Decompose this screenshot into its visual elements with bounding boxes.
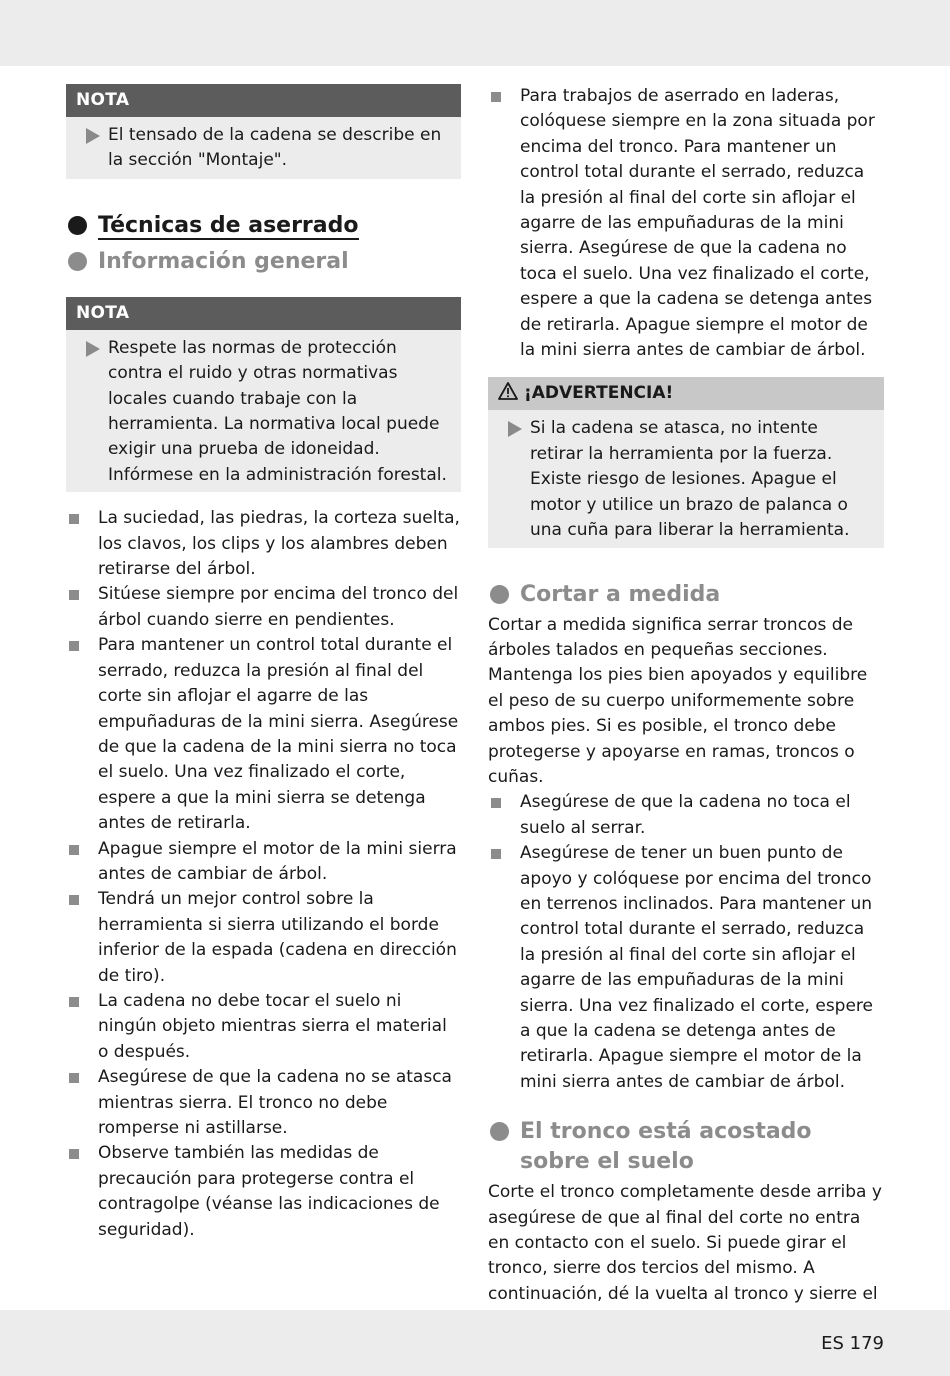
list-item <box>66 837 461 888</box>
heading-text: Técnicas de aserrado <box>98 212 359 238</box>
safety-bullet-list <box>66 506 461 1243</box>
list-item-text: Apague siempre el motor de la mini sierra antes de cambiar de árbol. <box>98 838 457 884</box>
square-bullet-icon <box>69 1149 79 1159</box>
list-item-text: La cadena no debe tocar el suelo ni ningún objeto mientras sierra el material o después. <box>98 990 447 1062</box>
square-bullet-icon <box>69 590 79 600</box>
note-item-text: El tensado de la cadena se describe en la sección "Montaje". <box>108 125 442 171</box>
square-bullet-icon <box>491 798 501 808</box>
bullet-dot-icon <box>490 585 509 604</box>
left-column <box>66 84 461 1243</box>
heading-text: Información general <box>98 248 349 274</box>
square-bullet-icon <box>69 895 79 905</box>
note-title: NOTA <box>66 84 461 117</box>
note-box-noise <box>66 297 461 492</box>
list-item-text: Tendrá un mejor control sobre la herramienta si sierra utilizando el borde inferior de la espada (cadena en dirección de tiro). <box>98 889 457 986</box>
list-item-text: Asegúrese de que la cadena no se atasca mientras sierra. El tronco no debe romperse ni astillarse. <box>98 1067 452 1138</box>
warning-box <box>488 377 884 547</box>
slope-bullet-list <box>488 84 884 363</box>
warning-header <box>488 377 884 410</box>
list-item <box>66 633 461 836</box>
list-item <box>66 989 461 1065</box>
list-item-text: Observe también las medidas de precaución para protegerse contra el contragolpe (véanse las indicaciones de seguridad). <box>98 1143 440 1240</box>
square-bullet-icon <box>491 849 501 859</box>
list-item <box>66 1141 461 1243</box>
heading-text: El tronco está acostado sobre el suelo <box>520 1119 812 1175</box>
list-item-text: La suciedad, las piedras, la corteza suelta, los clavos, los clips y los alambres deben retirarse del árbol. <box>98 508 460 580</box>
top-band <box>0 0 950 66</box>
list-item-text: Asegúrese de tener un buen punto de apoyo y colóquese por encima del tronco en terrenos inclinados. Para mantener un control total durante el serrado, reduzca la presión al final del corte sin aflojar el agarre de las empuñaduras de la mini sierra. Una vez finalizado el corte, espere a que la cadena se detenga antes de retirarla. Apague siempre el motor de la mini sierra antes de cambiar de árbol. <box>520 843 874 1092</box>
list-item-text: Para mantener un control total durante el serrado, reduzca la presión al final del corte sin aflojar el agarre de las empuñaduras de la mini sierra. Asegúrese de que la cadena de la mini sierra no toca el suelo. Una vez finalizado el corte, espere a que la mini sierra se detenga antes de retirarla. <box>98 635 459 834</box>
heading-text: Cortar a medida <box>520 581 721 607</box>
bullet-dot-icon <box>68 216 87 235</box>
section-heading-sawing-techniques <box>66 211 461 241</box>
warning-triangle-icon <box>498 382 518 400</box>
arrow-right-icon <box>86 128 100 144</box>
note-title: NOTA <box>66 297 461 330</box>
section-heading-log-on-ground <box>488 1117 884 1177</box>
warning-item-text: Si la cadena se atasca, no intente retirar la herramienta por la fuerza. Existe riesgo de lesiones. Apague el motor y utilice un brazo de palanca o una cuña para liberar la herramienta. <box>530 418 850 541</box>
list-item <box>488 841 884 1095</box>
square-bullet-icon <box>69 1073 79 1083</box>
list-item <box>66 1065 461 1141</box>
list-item <box>488 84 884 363</box>
section-heading-general-info <box>66 247 461 277</box>
note-box-tension <box>66 84 461 179</box>
bullet-dot-icon <box>68 252 87 271</box>
page-number: ES 179 <box>821 1333 884 1354</box>
square-bullet-icon <box>69 845 79 855</box>
cut-bullet-list <box>488 790 884 1095</box>
list-item-text: Asegúrese de que la cadena no toca el suelo al serrar. <box>520 792 851 838</box>
right-column <box>488 84 884 1333</box>
warning-title: ¡ADVERTENCIA! <box>524 383 674 404</box>
ground-paragraph: Corte el tronco completamente desde arriba y asegúrese de que al final del corte no entra en contacto con el suelo. Si puede girar el tronco, sierre dos tercios del mismo. A continuación, dé la vuelta al tronco y sierre el <box>488 1182 882 1304</box>
bottom-band <box>0 1310 950 1376</box>
list-item <box>66 506 461 582</box>
cut-paragraph: Cortar a medida significa serrar troncos de árboles talados en pequeñas secciones. Mantenga los pies bien apoyados y equilibre el peso de su cuerpo uniformemente sobre ambos pies. Si es posible, el tronco debe protegerse y apoyarse en ramas, troncos o cuñas. <box>488 614 868 787</box>
warning-item <box>498 416 874 543</box>
square-bullet-icon <box>69 641 79 651</box>
note-item <box>76 336 451 488</box>
square-bullet-icon <box>69 514 79 524</box>
list-item <box>66 887 461 989</box>
square-bullet-icon <box>69 997 79 1007</box>
bullet-dot-icon <box>490 1122 509 1141</box>
square-bullet-icon <box>491 92 501 102</box>
list-item-text: Para trabajos de aserrado en laderas, colóquese siempre en la zona situada por encima del tronco. Para mantener un control total durante el serrado, reduzca la presión al final del corte sin aflojar el agarre de las empuñaduras de la mini sierra. Asegúrese de que la cadena no toca el suelo. Una vez finalizado el corte, espere a que la cadena se detenga antes de retirarla. Apague siempre el motor de la mini sierra antes de cambiar de árbol. <box>520 86 875 361</box>
list-item <box>66 582 461 633</box>
section-heading-cut-to-length <box>488 580 884 610</box>
note-item-text: Respete las normas de protección contra el ruido y otras normativas locales cuando trabaje con la herramienta. La normativa local puede exigir una prueba de idoneidad. Infórmese en la administración forestal. <box>108 337 447 485</box>
note-item <box>76 123 451 174</box>
list-item <box>488 790 884 841</box>
arrow-right-icon <box>86 341 100 357</box>
list-item-text: Sitúese siempre por encima del tronco del árbol cuando sierre en pendientes. <box>98 584 459 630</box>
arrow-right-icon <box>508 421 522 437</box>
